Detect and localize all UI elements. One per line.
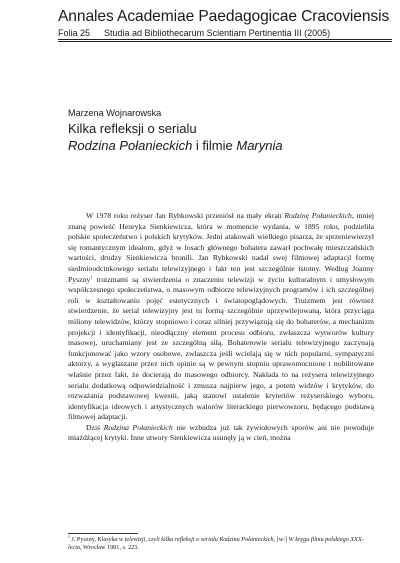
title-line-2	[68, 137, 283, 154]
title-work-2: Marynia	[236, 138, 283, 153]
journal-header	[58, 8, 388, 39]
article-body	[68, 211, 374, 444]
header-rule	[58, 39, 392, 40]
p2-text-a: Dziś	[86, 422, 104, 432]
p1-text-c: truizmami są stwierdzenia o znaczeniu telewizji w życiu kulturalnym i umysłowym współczesnego społeczeństwa, o masowym odbiorze telewizyjnych programów i ich szczególnej roli w kształtowaniu pojęć estetycznych i światopoglądowych. Truizmem jest również stwierdzenie, że serial telewizyjny jest tu formą szczególnie uprzywilejowaną, która przyciąga miliony telewidzów, którzy stopniowo i coraz silniej przywiązują się do bohaterów, a mechanizm projekcji i identyfikacji, nieodłączny element procesu odbioru, zwłaszcza wytworów kultury masowej, uruchamiany jest ze szczególną siłą. Bohaterowie serialu telewizyjnego zaczynają funkcjonować jako wzory osobowe, zwłaszcza jeśli wcielają się w nich popularni, sympatyczni aktorzy, a wygłaszane przez nich opinie są w pewnym stopniu uprawomocnione i nobilitowane właśnie przez fakt, że docierają do masowego odbiorcy. Nakłada to na reżysera telewizyjnego serialu dodatkową odpowiedzialność i zmusza najpierw jego, a potem widzów i krytyków, do rozważania podstawowej kwestii, jaką stanowi ustalenie kryteriów reżyserskiego wyboru, identyfikacja ideowych i artystycznych walorów literackiego pierwowzoru, będącego podstawą filmowej adaptacji.	[68, 274, 374, 422]
footnote-text-a: J. Pyszny,	[69, 536, 98, 543]
p1-italic-title: Rodzinę Połanieckich	[284, 211, 352, 220]
folio-line	[58, 28, 388, 39]
series-title: Studia ad Bibliothecarum Scientiam Pertinentia III (2005)	[104, 28, 331, 38]
article-title	[68, 120, 283, 154]
paragraph-1	[68, 211, 374, 423]
footnote-text-b: [w:]	[275, 536, 289, 543]
journal-title: Annales Academiae Paedagogicae Cracoviensis	[58, 8, 390, 25]
p2-text-b: nie wzbudza już tak żywiołowych sporów ani nie powoduje miażdżącej krytyki. Inne utwory Sienkiewicza usunęły ją w cień, można	[68, 422, 375, 443]
title-line-1: Kilka refleksji o serialu	[68, 121, 197, 136]
footnote-italic-2: W kręgu filmu polskiego XXX-lecia	[68, 536, 364, 551]
footnote-rule	[68, 533, 138, 534]
paragraph-2	[68, 423, 374, 444]
footnote-ref-1: 1	[90, 274, 93, 279]
footnote-1	[68, 536, 374, 552]
footnote-number: 1	[68, 534, 70, 539]
title-connector: i filmie	[192, 138, 237, 153]
p2-italic-title: Rodzina Połanieckich	[103, 422, 173, 432]
folio-number: Folia 25	[58, 28, 91, 38]
title-work-1: Rodzina Połanieckich	[68, 138, 193, 153]
footnote-text-c: , Wrocław 1981, s. 223.	[80, 544, 139, 551]
article-author: Marzena Wojnarowska	[68, 108, 162, 118]
p1-text-a: W 1978 roku reżyser Jan Rybkowski przeniósł na mały ekran	[86, 211, 285, 220]
p1-text-b: , mniej znaną powieść Henryka Sienkiewicza, która w momencie wydania, w 1895 roku, podzieliła polskie społeczeństwo i polskich krytyków. Jedni atakowali wielkiego pisarza, że sprzeniewierzył się romantycznym ideałom, gdyż w losach głównego bohatera zawarł pochwałę mieszczańskich wartości, drudzy Sienkiewicza bronili. Jan Rybkowski nadał swej filmowej adaptacji formę siedmioodcinkowego serialu telewizyjnego i fakt ten jest szczególnie istotny. Według Joanny Pyszny	[68, 211, 374, 284]
header-rule-secondary	[58, 41, 392, 42]
footnote-italic-1: Klasyka w telewizji, czyli kilka refleksji o serialu Rodzina Połanieckich,	[97, 536, 276, 543]
